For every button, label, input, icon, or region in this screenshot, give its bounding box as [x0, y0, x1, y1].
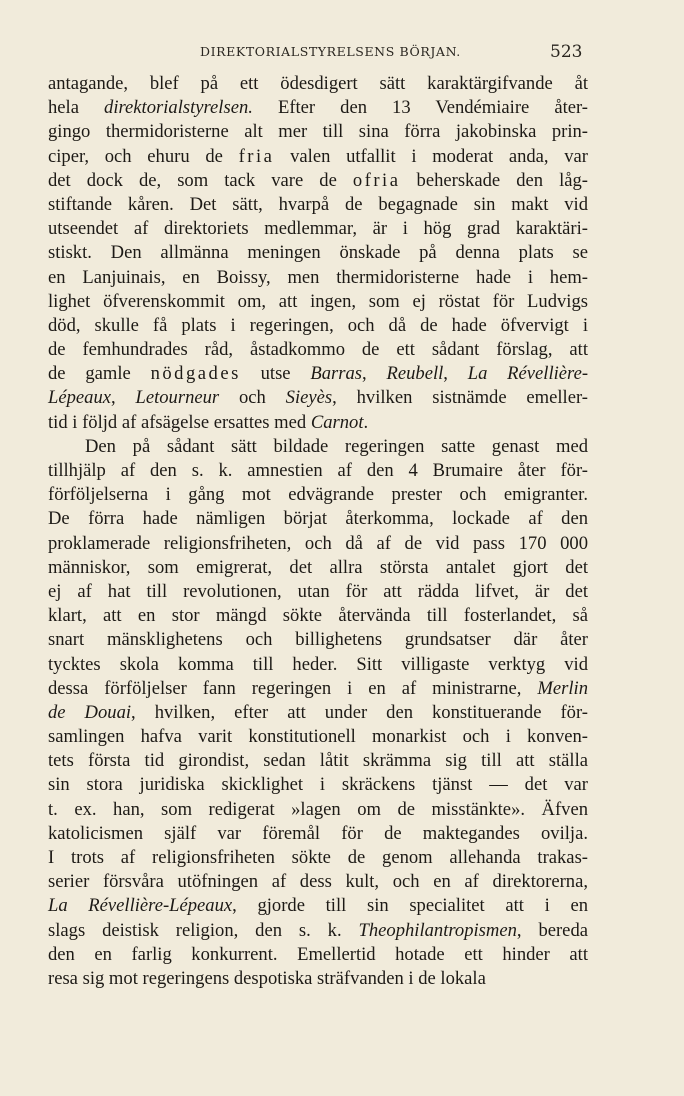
text-run: stiskt. Den allmänna meningen önskade på denna plats se	[48, 242, 588, 264]
text-run: Den på sådant sätt bildade regeringen satte genast med	[85, 435, 588, 457]
text-line	[48, 266, 588, 290]
text-line	[48, 459, 588, 483]
text-line	[48, 532, 588, 556]
text-line	[48, 411, 588, 435]
italic-name: Carnot	[310, 411, 364, 433]
text-run: samlingen hafva varit konstitutionell monarkist och i konven-	[48, 726, 588, 748]
body-text	[48, 72, 588, 991]
text-run: den en farlig konkurrent. Emellertid hotade ett hinder att	[48, 943, 588, 965]
text-line	[48, 822, 588, 846]
text-run: utse	[240, 363, 311, 385]
text-run: slags deistisk religion, den s. k.	[48, 919, 359, 941]
text-line	[48, 72, 588, 96]
text-line	[48, 169, 588, 193]
text-line	[48, 580, 588, 604]
text-run: död, skulle få plats i regeringen, och då de hade öfvervigt i	[48, 314, 588, 336]
text-run: katolicismen själf var föremål för de maktegandes ovilja.	[48, 822, 588, 844]
text-line	[48, 556, 588, 580]
italic-name: La Révellière-Lépeaux	[48, 895, 233, 917]
italic-name: Theophilantropismen	[358, 919, 517, 941]
running-title: DIREKTORIALSTYRELSENS BÖRJAN.	[200, 44, 461, 59]
text-line	[48, 362, 588, 386]
text-line	[48, 919, 588, 943]
text-run: I trots af religionsfriheten sökte de genom allehanda trakas-	[48, 847, 588, 868]
text-line	[48, 749, 588, 773]
text-run: de femhundrades råd, åstadkommo de ett sådant förslag, att	[48, 339, 588, 361]
text-line	[48, 725, 588, 749]
text-run: proklamerade religionsfriheten, och då af de vid pass 170 000	[48, 532, 588, 554]
text-line	[48, 677, 588, 701]
text-run: , hvilken sistnämde emeller-	[332, 387, 588, 409]
text-run: utseendet af direktoriets medlemmar, är i hög grad karaktäri-	[48, 218, 588, 240]
spaced-emphasis: fria	[238, 145, 275, 167]
text-run: , hvilken, efter att under den konstituerande för-	[131, 701, 588, 723]
italic-name: Reubell	[386, 363, 444, 385]
text-run: dessa förföljelser fann regeringen i en af ministrarne,	[48, 677, 538, 699]
text-line	[48, 217, 588, 241]
text-run: ej af hat till revolutionen, utan för att rädda lifvet, är det	[48, 580, 588, 602]
text-run: ,	[362, 363, 387, 385]
text-run: ciper, och ehuru de	[48, 145, 239, 167]
text-line	[48, 653, 588, 677]
text-run: gingo thermidoristerne alt mer till sina förra jakobinska prin-	[48, 121, 588, 143]
italic-name: direktorialstyrelsen.	[104, 97, 253, 119]
text-run: tillhjälp af den s. k. amnestien af den 4 Brumaire åter för-	[48, 460, 588, 481]
text-run: tid i följd af afsägelse ersattes med	[48, 411, 311, 433]
text-run: beherskade den låg-	[400, 169, 588, 191]
text-run: stiftande kåren. Det sätt, hvarpå de begagnade sin makt vid	[48, 193, 588, 215]
text-run: , bereda	[516, 919, 588, 941]
text-run: sin stora juridiska skicklighet i skräckens tjänst — det var	[48, 774, 588, 796]
text-line	[48, 604, 588, 628]
italic-name: Sieyès	[285, 387, 333, 409]
italic-name: Lépeaux	[48, 387, 111, 409]
text-run: en Lanjuinais, en Boissy, men thermidoristerne hade i hem-	[48, 266, 588, 288]
spaced-emphasis: ofria	[352, 169, 401, 191]
text-run: hela	[48, 97, 105, 119]
text-line	[48, 846, 588, 870]
italic-name: Letourneur	[135, 387, 220, 409]
text-line	[48, 338, 588, 362]
text-run: t. ex. han, som redigerat »lagen om de misstänkte». Äfven	[48, 798, 588, 820]
text-run: De förra hade nämligen börjat återkomma, lockade af den	[48, 508, 588, 530]
text-run: människor, som emigrerat, det allra största antalet gjort det	[48, 556, 588, 578]
text-run: Efter den 13 Vendémiaire åter-	[252, 97, 588, 119]
spaced-emphasis: nödgades	[150, 363, 241, 385]
text-run: och	[219, 387, 286, 409]
text-line	[48, 145, 588, 169]
text-run: ,	[443, 363, 468, 385]
text-line	[48, 483, 588, 507]
text-line	[48, 96, 588, 120]
text-run: de gamle	[48, 363, 151, 385]
text-run: serier försvåra utöfningen af dess kult, och en af direktorerna,	[48, 871, 588, 893]
text-run: tets första tid girondist, sedan låtit skrämma sig till att ställa	[48, 750, 588, 772]
text-line	[48, 773, 588, 797]
text-run: resa sig mot regeringens despotiska sträfvanden i de lokala	[48, 967, 486, 989]
text-line	[48, 241, 588, 265]
text-line	[48, 943, 588, 967]
text-run: ,	[111, 387, 136, 409]
text-line	[48, 894, 588, 918]
text-run: klart, att en stor mängd sökte återvända till fosterlandet, så	[48, 605, 588, 627]
text-run: , gjorde till sin specialitet att i en	[232, 895, 588, 917]
text-line	[48, 628, 588, 652]
text-line	[48, 290, 588, 314]
italic-name: Merlin	[537, 677, 588, 699]
text-line	[48, 120, 588, 144]
italic-name: de Douai	[48, 701, 132, 723]
text-line	[48, 507, 588, 531]
italic-name: La Révellière-	[467, 363, 589, 385]
text-run: snart mänsklighetens och billighetens grundsatser där åter	[48, 629, 588, 651]
italic-name: Barras	[310, 363, 363, 385]
text-line	[48, 701, 588, 725]
text-line	[48, 435, 588, 459]
text-line	[48, 386, 588, 410]
text-run: det dock de, som tack vare de	[48, 169, 353, 191]
page-number: 523	[550, 42, 583, 62]
text-line	[48, 870, 588, 894]
text-line	[48, 798, 588, 822]
text-run: lighet öfverenskommit om, att ingen, som ej röstat för Ludvigs	[48, 290, 588, 312]
text-run: tycktes skola komma till heder. Sitt villigaste verktyg vid	[48, 653, 588, 675]
text-run: valen utfallit i moderat anda, var	[274, 145, 588, 167]
text-run: antagande, blef på ett ödesdigert sätt karaktärgifvande åt	[48, 73, 588, 94]
text-line	[48, 193, 588, 217]
text-line	[48, 314, 588, 338]
text-run: .	[363, 411, 369, 433]
text-run: förföljelserna i gång mot edvägrande prester och emigranter.	[48, 484, 588, 506]
text-line	[48, 967, 588, 991]
